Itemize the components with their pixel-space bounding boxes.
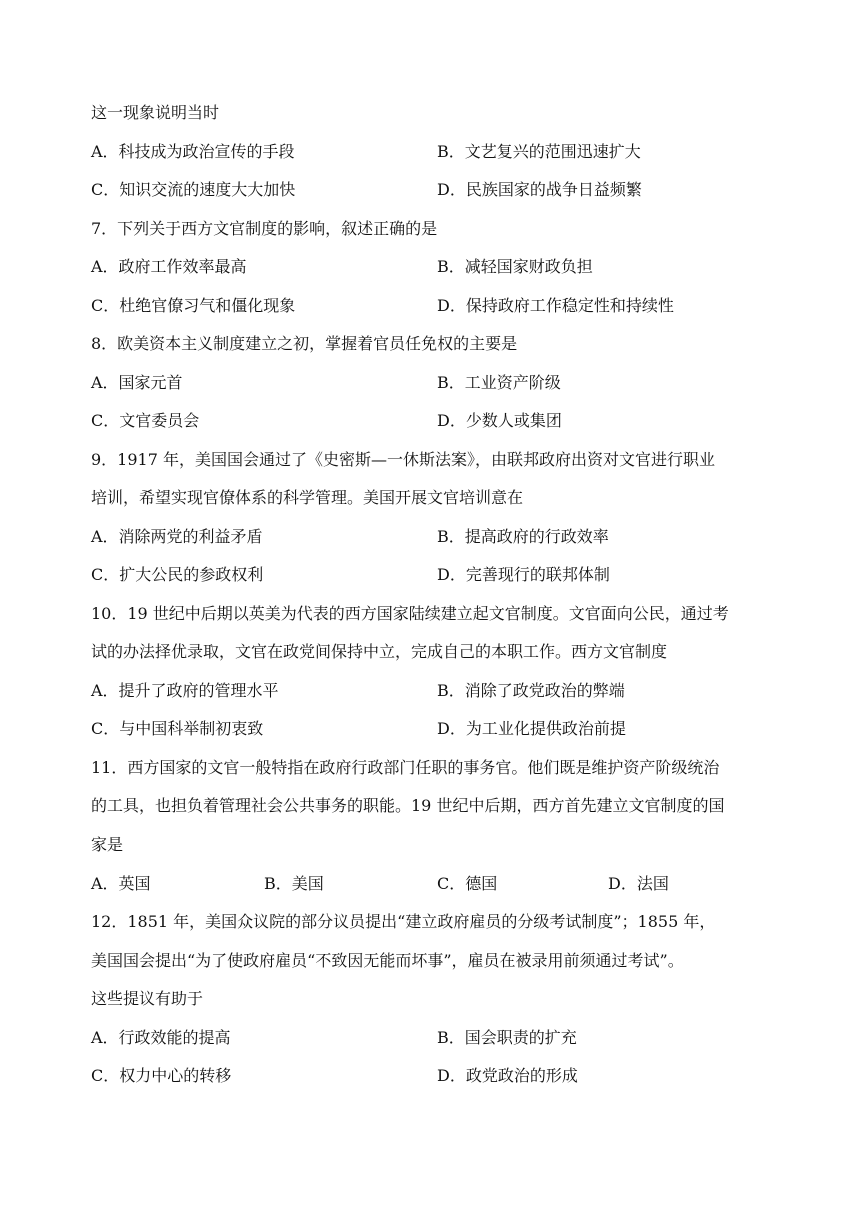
q10-option-a: A．提升了政府的管理水平 bbox=[91, 681, 279, 700]
q10-option-d: D．为工业化提供政治前提 bbox=[437, 719, 626, 738]
q11-option-d: D．法国 bbox=[608, 874, 669, 893]
q10-option-b: B．消除了政党政治的弊端 bbox=[437, 681, 625, 700]
q6-option-a: A．科技成为政治宣传的手段 bbox=[91, 142, 295, 161]
q7-option-d: D．保持政府工作稳定性和持续性 bbox=[437, 296, 674, 315]
q6-option-c: C．知识交流的速度大大加快 bbox=[91, 180, 296, 199]
q9-stem-line-1: 9．1917 年，美国国会通过了《史密斯—一休斯法案》，由联邦政府出资对文官进行职业 bbox=[91, 450, 715, 469]
q11-option-c: C．德国 bbox=[437, 874, 498, 893]
q7-option-b: B．减轻国家财政负担 bbox=[437, 257, 593, 276]
q9-option-a: A．消除两党的利益矛盾 bbox=[91, 527, 263, 546]
q12-stem-line-3: 这些提议有助于 bbox=[91, 989, 204, 1008]
q12-stem-line-2: 美国国会提出“为了使政府雇员“不致因无能而坏事”，雇员在被录用前须通过考试”。 bbox=[91, 951, 684, 970]
q11-option-b: B．美国 bbox=[264, 874, 324, 893]
q11-stem-line-3: 家是 bbox=[91, 835, 124, 854]
q7-option-c: C．杜绝官僚习气和僵化现象 bbox=[91, 296, 296, 315]
q11-stem-line-2: 的工具，也担负着管理社会公共事务的职能。19 世纪中后期，西方首先建立文官制度的国 bbox=[91, 796, 725, 815]
q7-option-a: A．政府工作效率最高 bbox=[91, 257, 247, 276]
q11-stem-line-1: 11．西方国家的文官一般特指在政府行政部门任职的事务官。他们既是维护资产阶级统治 bbox=[91, 758, 720, 777]
q10-stem-line-1: 10．19 世纪中后期以英美为代表的西方国家陆续建立起文官制度。文官面向公民，通过考 bbox=[91, 604, 729, 623]
q6-option-b: B．文艺复兴的范围迅速扩大 bbox=[437, 142, 641, 161]
q12-option-a: A．行政效能的提高 bbox=[91, 1028, 231, 1047]
q8-option-b: B．工业资产阶级 bbox=[437, 373, 561, 392]
q9-option-b: B．提高政府的行政效率 bbox=[437, 527, 609, 546]
q6-stem-tail: 这一现象说明当时 bbox=[91, 103, 220, 122]
q11-option-a: A．英国 bbox=[91, 874, 151, 893]
q8-option-c: C．文官委员会 bbox=[91, 411, 200, 430]
q8-stem: 8．欧美资本主义制度建立之初，掌握着官员任免权的主要是 bbox=[91, 334, 518, 353]
q8-option-a: A．国家元首 bbox=[91, 373, 183, 392]
q12-option-d: D．政党政治的形成 bbox=[437, 1066, 578, 1085]
q12-stem-line-1: 12．1851 年，美国众议院的部分议员提出“建立政府雇员的分级考试制度”；1855 年， bbox=[91, 912, 716, 931]
q8-option-d: D．少数人或集团 bbox=[437, 411, 562, 430]
q12-option-c: C．权力中心的转移 bbox=[91, 1066, 232, 1085]
q9-option-c: C．扩大公民的参政权利 bbox=[91, 565, 264, 584]
q12-option-b: B．国会职责的扩充 bbox=[437, 1028, 577, 1047]
q6-option-d: D．民族国家的战争日益频繁 bbox=[437, 180, 642, 199]
q10-option-c: C．与中国科举制初衷致 bbox=[91, 719, 264, 738]
q9-stem-line-2: 培训，希望实现官僚体系的科学管理。美国开展文官培训意在 bbox=[91, 488, 524, 507]
q9-option-d: D．完善现行的联邦体制 bbox=[437, 565, 610, 584]
q7-stem: 7．下列关于西方文官制度的影响，叙述正确的是 bbox=[91, 219, 438, 238]
q10-stem-line-2: 试的办法择优录取，文官在政党间保持中立，完成自己的本职工作。西方文官制度 bbox=[91, 642, 668, 661]
